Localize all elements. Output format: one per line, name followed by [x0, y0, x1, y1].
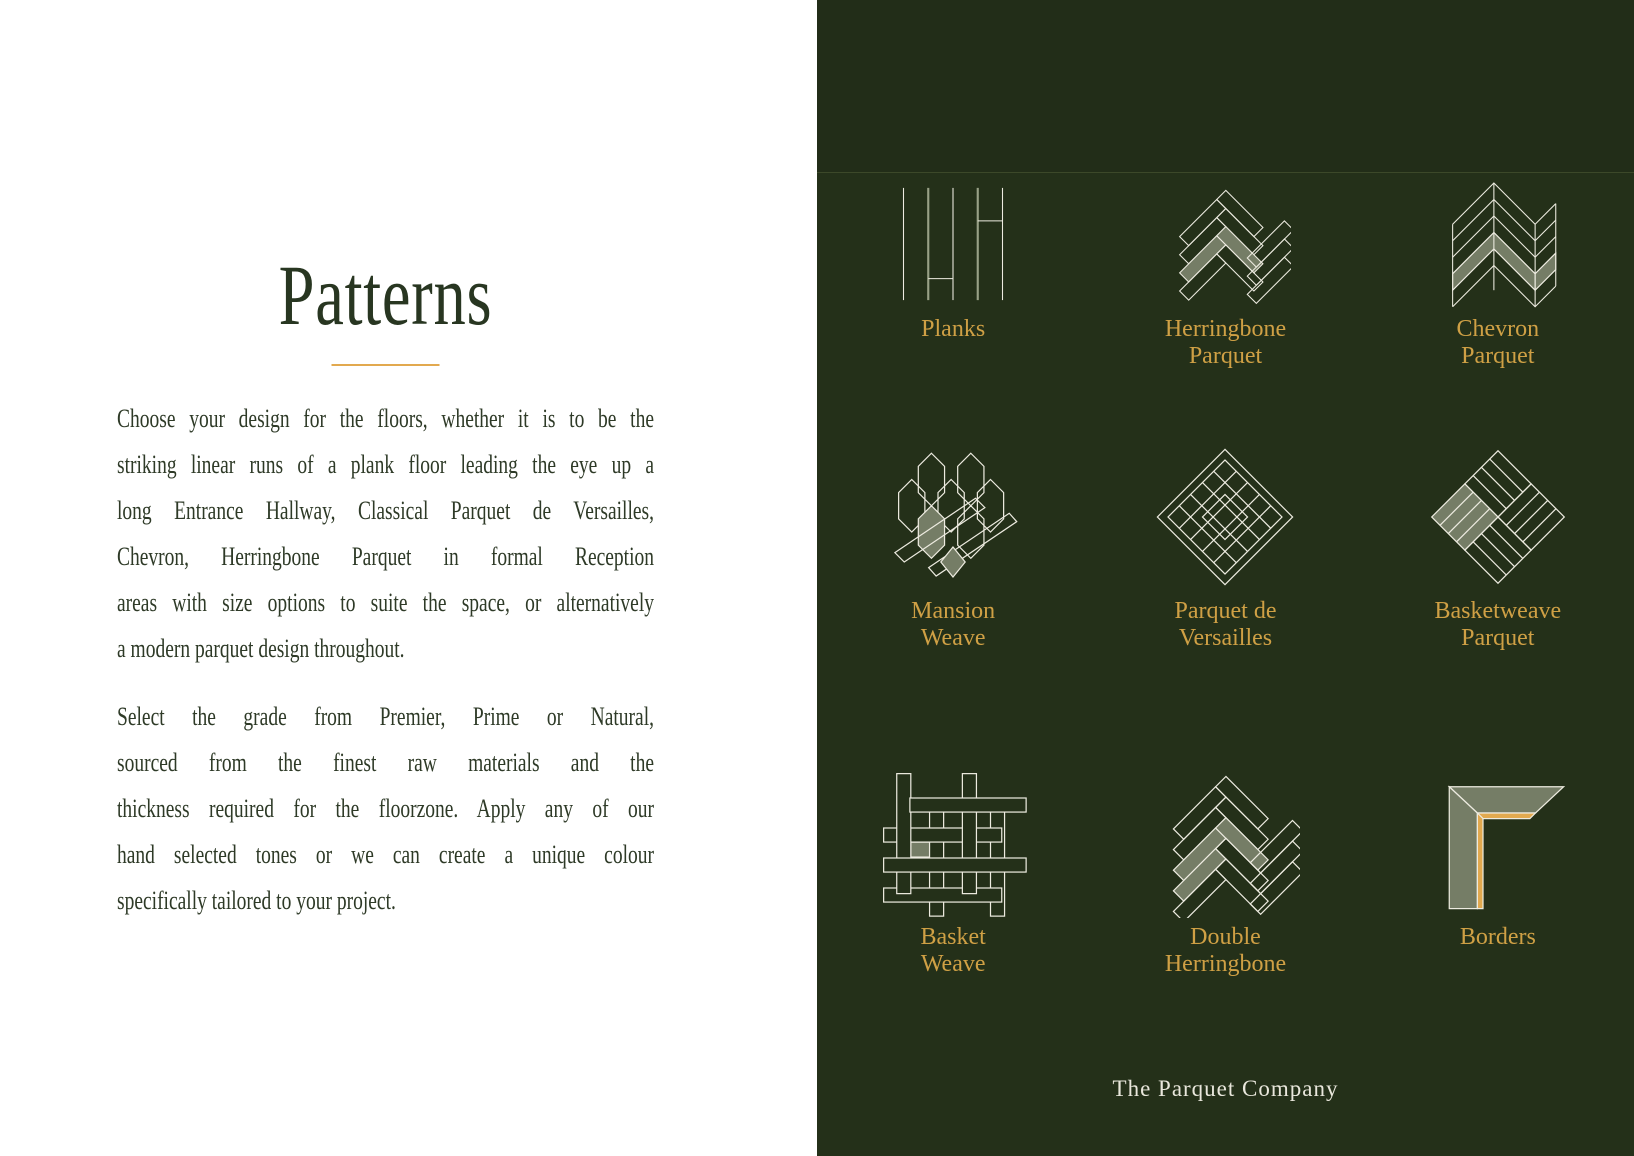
pattern-label [1456, 316, 1539, 370]
intro-paragraph [117, 396, 654, 672]
paragraph-line: thickness required for the floorzone. Apply any of our [117, 794, 654, 823]
pattern-label-line: Parquet [1461, 625, 1535, 651]
pattern-cell-basketweave-parquet [1362, 442, 1634, 652]
pattern-label-line: Basket [920, 924, 986, 950]
pattern-label [921, 924, 986, 978]
pattern-row-1 [817, 178, 1634, 370]
paragraph-line: Select the grade from Premier, Prime or Natural, [117, 702, 654, 731]
pattern-label-line: Parquet de [1174, 598, 1277, 624]
pattern-label-line: Weave [920, 951, 986, 977]
pattern-cell-parquet-de-versailles [1089, 442, 1361, 652]
pattern-row-3 [817, 768, 1634, 978]
patterns-panel [817, 0, 1634, 1156]
pattern-cell-chevron-parquet [1362, 178, 1634, 370]
pattern-label-line: Planks [921, 316, 986, 342]
pattern-cell-borders [1362, 768, 1634, 978]
pattern-label-line: Borders [1459, 924, 1536, 950]
pattern-cell-herringbone-parquet [1089, 178, 1361, 370]
pattern-label [1165, 316, 1286, 370]
pattern-label [1435, 598, 1562, 652]
pattern-row-2 [817, 442, 1634, 652]
pattern-cell-basket-weave [817, 768, 1089, 978]
pattern-label-line: Parquet [1461, 343, 1535, 369]
pattern-cell-mansion-weave [817, 442, 1089, 652]
left-content [117, 247, 654, 924]
grade-paragraph [117, 694, 654, 924]
paragraph-line: specifically tailored to your project. [117, 886, 396, 915]
brand-footer: The Parquet Company [1112, 1076, 1339, 1101]
planks-icon [887, 178, 1019, 310]
pattern-label [911, 598, 995, 652]
paragraph-line: a modern parquet design throughout. [117, 634, 405, 663]
paragraph-line: hand selected tones or we can create a unique colour [117, 840, 654, 869]
basket-weave-icon [878, 768, 1028, 918]
basketweave-parquet-icon [1423, 442, 1573, 592]
pattern-label-line: Chevron [1456, 316, 1540, 342]
pattern-label-line: Parquet [1188, 343, 1263, 369]
pattern-label [921, 316, 985, 343]
pattern-label-line: Mansion [911, 598, 996, 624]
paragraph-line: areas with size options to suite the space, or alternatively [117, 588, 654, 617]
panel-top-band [817, 0, 1634, 173]
pattern-label-line: Double [1190, 924, 1261, 950]
pattern-label-line: Herringbone [1164, 316, 1287, 342]
mansion-weave-icon [878, 442, 1028, 592]
chevron-parquet-icon [1432, 178, 1564, 310]
borders-icon [1423, 768, 1573, 918]
paragraph-line: Choose your design for the floors, whether it is to be the [117, 404, 654, 433]
title-gold-rule [332, 364, 440, 366]
paragraph-line: long Entrance Hallway, Classical Parquet de Versailles, [117, 496, 654, 525]
parquet-de-versailles-icon [1150, 442, 1300, 592]
pattern-label-line: Weave [920, 625, 986, 651]
page-title: Patterns [278, 247, 493, 343]
paragraph-line: sourced from the finest raw materials and the [117, 748, 654, 777]
pattern-cell-double-herringbone [1089, 768, 1361, 978]
herringbone-parquet-icon [1159, 178, 1291, 310]
pattern-label [1165, 924, 1286, 978]
pattern-cell-planks [817, 178, 1089, 370]
pattern-label-line: Versailles [1178, 625, 1273, 651]
double-herringbone-icon [1150, 768, 1300, 918]
paragraph-line: Chevron, Herringbone Parquet in formal Reception [117, 542, 654, 571]
pattern-label-line: Herringbone [1164, 951, 1287, 977]
pattern-label-line: Basketweave [1434, 598, 1562, 624]
pattern-label [1460, 924, 1536, 951]
pattern-label [1175, 598, 1277, 652]
paragraph-line: striking linear runs of a plank floor leading the eye up a [117, 450, 654, 479]
